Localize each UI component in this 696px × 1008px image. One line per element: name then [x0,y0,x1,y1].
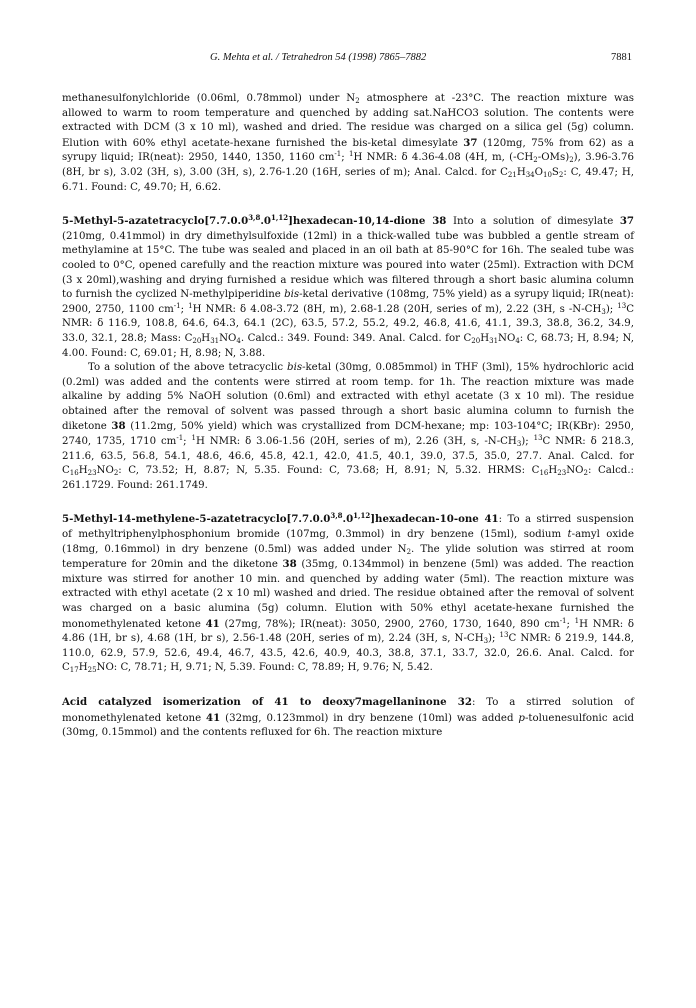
paragraph-dimesylate-continued: methanesulfonylchloride (0.06ml, 0.78mmol) under $N_2$ atmosphere at -23°C. The reaction mixture was allowed to warm to room temperature and quenched by adding sat.NaHCO3 solution. The contents were extracted with DCM (3 x 10 ml), washed and dried. The residue was charged on a silica gel (5g) column. Elution with 60% ethyl acetate-hexane furnished the bis-ketal dimesylate 37 (120mg, 75% from 62) as a syrupy liquid; IR(neat): 2950, 1440, 1350, 1160 $cm^{-1}$; $^1$H NMR: δ 4.36-4.08 (4H, m, $(-CH_2-OMs)_2$), 3.96-3.76 (8H, br s), 3.02 (3H, s), 3.00 (3H, s), 2.76-1.20 (16H, series of m); Anal. Calcd. for $C_{21}H_{34}O_{10}S_2$: C, 49.47; H, 6.71. Found: C, 49.70; H, 6.62. [62,93,635,193]
page-number: 7881 [611,52,632,63]
isomerization-heading: Acid catalyzed isomerization of 41 to deoxy7magellaninone 32 [62,695,472,708]
compound-41-heading: 5-Methyl-14-methylene-5-azatetracyclo[7.7.0.0$^{3,8}$.0$^{1,12}$]hexadecan-10-one 41 [62,511,499,526]
compound-38-heading: 5-Methyl-5-azatetracyclo[7.7.0.0$^{3,8}$.0$^{1,12}$]hexadecan-10,14-dione 38 [62,213,447,228]
paragraph-isomerization: Acid catalyzed isomerization of 41 to deoxy7magellaninone 32: To a stirred solution of monomethylenated ketone 41 (32mg, 0.123mmol) in dry benzene (10ml) was added p-toluenesulfonic acid (30mg, 0.15mmol) and the contents refluxed for 6h. The reaction mixture [62,695,635,739]
paragraph-compound-38: 5-Methyl-5-azatetracyclo[7.7.0.0$^{3,8}$.0$^{1,12}$]hexadecan-10,14-dione 38 Into a solution of dimesylate 37 (210mg, 0.41mmol) in dry dimethylsulfoxide (12ml) in a thick-walled tube was bubbled a gentle stream of methylamine at 15°C. The tube was sealed and placed in an oil bath at 85-90°C for 16h. The sealed tube was cooled to 0°C, opened carefully and the reaction mixture was poured into water (25ml). Extraction with DCM (3 x 20ml),washing and drying furnished a residue which was filtered through a short basic alumina column to furnish the cyclized N-methylpiperidine bis-ketal derivative (108mg, 75% yield) as a syrupy liquid; IR(neat): 2900, 2750, 1100 $cm^{-1}$; $^1$H NMR: δ 4.08-3.72 (8H, m), 2.68-1.28 (20H, series of m), 2.22 (3H, s $-N-CH_3$); $^{13}$C NMR: δ 116.9, 108.8, 64.6, 64.3, 64.1 (2C), 63.5, 57.2, 55.2, 49.2, 46.8, 41.6, 41.1, 39.3, 38.8, 36.2, 34.9, 33.0, 32.1, 28.8; Mass: $C_{20}H_{31}NO_4$. Calcd.: 349. Found: 349. Anal. Calcd. for $C_{20}H_{31}NO_4$: C, 68.73; H, 8.94; N, 4.00. Found: C, 69.01; H, 8.98; N, 3.88. [62,213,634,359]
article-body [62,92,634,741]
paragraph-diketone-38: To a solution of the above tetracyclic bis-ketal (30mg, 0.085mmol) in THF (3ml), 15% hydrochloric acid (0.2ml) was added and the contents were stirred at room temp. for 1h. The reaction mixture was made alkaline by adding 5% NaOH solution (0.6ml) and extracted with ethyl acetate (3 x 10 ml). The residue obtained after the removal of solvent was passed through a short basic alumina column to furnish the diketone 38 (11.2mg, 50% yield) which was crystallized from DCM-hexane; mp: 103-104°C; IR(KBr): 2950, 2740, 1735, 1710 $cm^{-1}$; $^1$H NMR: δ 3.06-1.56 (20H, series of m), 2.26 (3H, s, $-N-CH_3$); $^{13}$C NMR: δ 218.3, 211.6, 63.5, 56.8, 54.1, 48.6, 46.6, 45.8, 42.1, 42.0, 41.5, 40.1, 39.0, 37.5, 35.0, 27.7. Anal. Calcd. for $C_{16}H_{23}NO_2$: C, 73.52; H, 8.87; N, 5.35. Found: C, 73.68; H, 8.91; N, 5.32. HRMS: $C_{16}H_{23}NO_2$: Calcd.: 261.1729. Found: 261.1749. [62,362,635,491]
paragraph-compound-41: 5-Methyl-14-methylene-5-azatetracyclo[7.7.0.0$^{3,8}$.0$^{1,12}$]hexadecan-10-one 41: To a stirred suspension of methyltriphenylphosphonium bromide (107mg, 0.3mmol) in dry benzene (15ml), sodium t-amyl oxide (18mg, 0.16mmol) in dry benzene (0.5ml) was added under $N_2$. The ylide solution was stirred at room temperature for 20min and the diketone 38 (35mg, 0.134mmol) in benzene (5ml) was added. The reaction mixture was stirred for another 10 min. and quenched by adding water (5ml). The reaction mixture was extracted with ethyl acetate (2 x 10 ml) washed and dried. The residue obtained after the removal of solvent was charged on a basic alumina (5g) column. Elution with 50% ethyl acetate-hexane furnished the monomethylenated ketone 41 (27mg, 78%); IR(neat): 3050, 2900, 2760, 1730, 1640, 890 $cm^{-1}$; $^1$H NMR: δ 4.86 (1H, br s), 4.68 (1H, br s), 2.56-1.48 (20H, series of m), 2.24 (3H, s, $N-CH_3$); $^{13}$C NMR: δ 219.9, 144.8, 110.0, 62.9, 57.9, 52.6, 49.4, 46.7, 43.5, 42.6, 40.9, 40.3, 38.8, 37.1, 33.7, 32.0, 26.6. Anal. Calcd. for $C_{17}H_{25}NO$: C, 78.71; H, 9.71; N, 5.39. Found: C, 78.89; H, 9.76; N, 5.42. [62,511,634,675]
page-header [0,52,696,68]
running-title: G. Mehta et al. / Tetrahedron 54 (1998) 7865–7882 [210,52,427,63]
